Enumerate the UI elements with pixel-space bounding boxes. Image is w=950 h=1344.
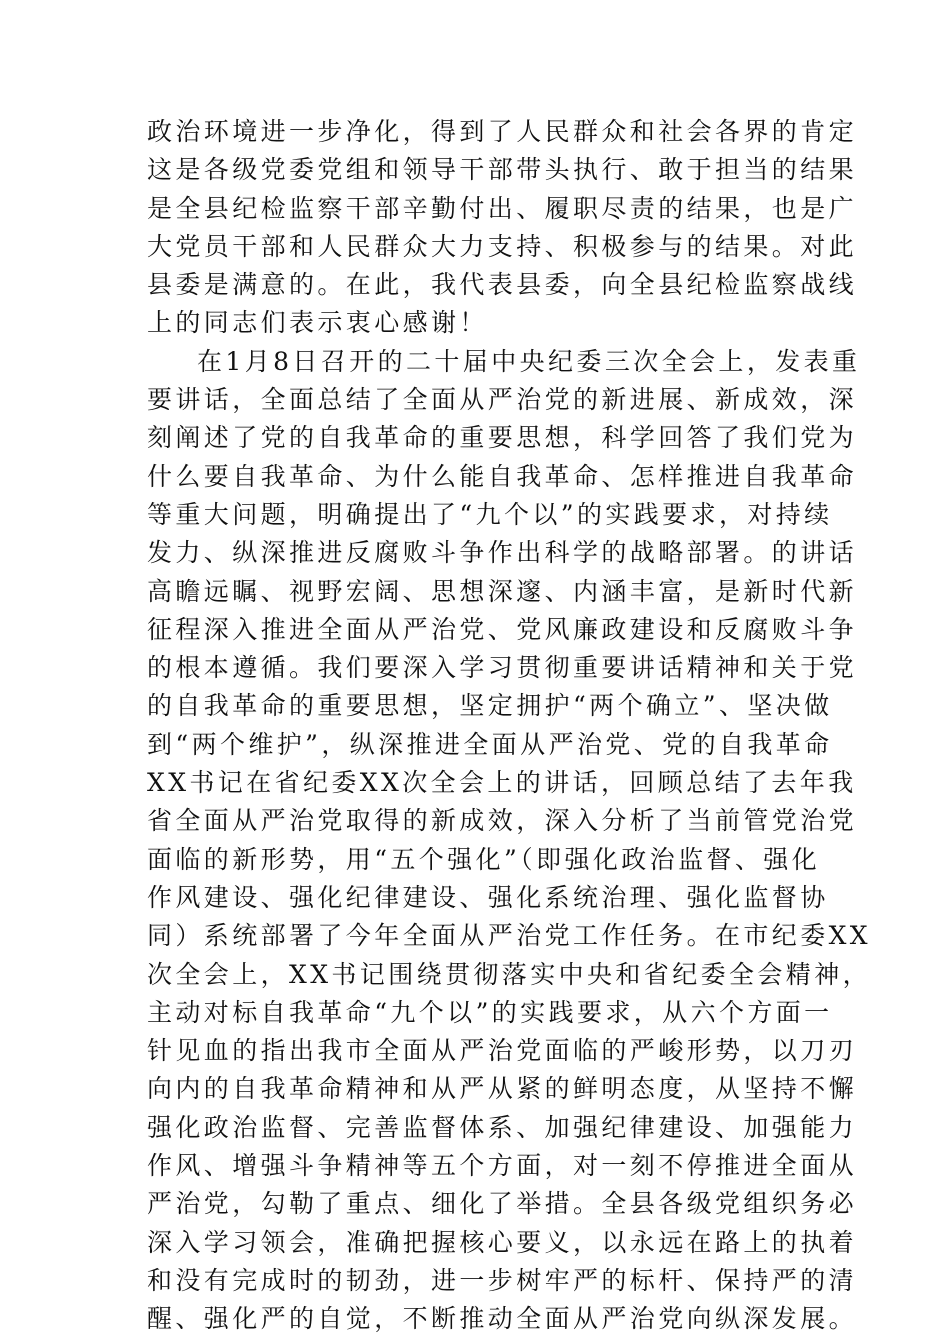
text-line: 深入学习领会，准确把握核心要义，以永远在路上的执着 <box>147 1227 858 1257</box>
text-line: 是全县纪检监察干部辛勤付出、履职尽责的结果，也是广 <box>147 193 858 223</box>
text-line: 面临的新形势，用“五个强化”（即强化政治监督、强化 <box>147 844 821 874</box>
text-line: 这是各级党委党组和领导干部带头执行、敢于担当的结果 <box>147 155 858 185</box>
text-line: 发力、纵深推进反腐败斗争作出科学的战略部署。的讲话 <box>147 538 858 568</box>
text-line: 强化政治监督、完善监督体系、加强纪律建设、加强能力 <box>147 1112 858 1142</box>
paragraph-first-line: 在1月8日召开的二十届中央纪委三次全会上，发表重 <box>197 346 861 376</box>
text-line: 作风建设、强化纪律建设、强化系统治理、强化监督协 <box>147 882 829 912</box>
text-line: 和没有完成时的韧劲，进一步树牢严的标杆、保持严的清 <box>147 1265 858 1295</box>
text-line: 上的同志们表示衷心感谢！ <box>147 308 488 338</box>
text-line: 次全会上，XX书记围绕贯彻落实中央和省纪委全会精神， <box>147 959 871 989</box>
text-line: 作风、增强斗争精神等五个方面，对一刻不停推进全面从 <box>147 1151 858 1181</box>
text-line: 到“两个维护”，纵深推进全面从严治党、党的自我革命 <box>147 729 833 759</box>
text-line: 向内的自我革命精神和从严从紧的鲜明态度，从坚持不懈 <box>147 1074 858 1104</box>
text-line: 主动对标自我革命“九个以”的实践要求，从六个方面一 <box>147 997 833 1027</box>
text-line: 刻阐述了党的自我革命的重要思想，科学回答了我们党为 <box>147 423 858 453</box>
text-line: 醒、强化严的自觉，不断推动全面从严治党向纵深发展。 <box>147 1304 858 1334</box>
text-line: 严治党，勾勒了重点、细化了举措。全县各级党组织务必 <box>147 1189 858 1219</box>
text-line: 征程深入推进全面从严治党、党风廉政建设和反腐败斗争 <box>147 614 858 644</box>
text-line: 县委是满意的。在此，我代表县委，向全县纪检监察战线 <box>147 270 858 300</box>
text-line: 省全面从严治党取得的新成效，深入分析了当前管党治党 <box>147 806 858 836</box>
text-line: 要讲话，全面总结了全面从严治党的新进展、新成效，深 <box>147 385 858 415</box>
text-line: 高瞻远瞩、视野宏阔、思想深邃、内涵丰富，是新时代新 <box>147 576 858 606</box>
text-line: 什么要自我革命、为什么能自我革命、怎样推进自我革命 <box>147 461 858 491</box>
text-line: 针见血的指出我市全面从严治党面临的严峻形势，以刀刃 <box>147 1036 858 1066</box>
text-line: 的根本遵循。我们要深入学习贯彻重要讲话精神和关于党 <box>147 653 858 683</box>
text-line: 大党员干部和人民群众大力支持、积极参与的结果。对此 <box>147 231 858 261</box>
text-line: 等重大问题，明确提出了“九个以”的实践要求，对持续 <box>147 499 833 529</box>
text-line: 政治环境进一步净化，得到了人民群众和社会各界的肯定 <box>147 117 858 146</box>
body-text <box>147 113 871 1339</box>
text-line: 的自我革命的重要思想，坚定拥护“两个确立”、坚决做 <box>147 691 833 721</box>
text-line: 同）系统部署了今年全面从严治党工作任务。在市纪委XX <box>147 921 871 951</box>
text-line: XX书记在省纪委XX次全会上的讲话，回顾总结了去年我 <box>147 768 857 798</box>
